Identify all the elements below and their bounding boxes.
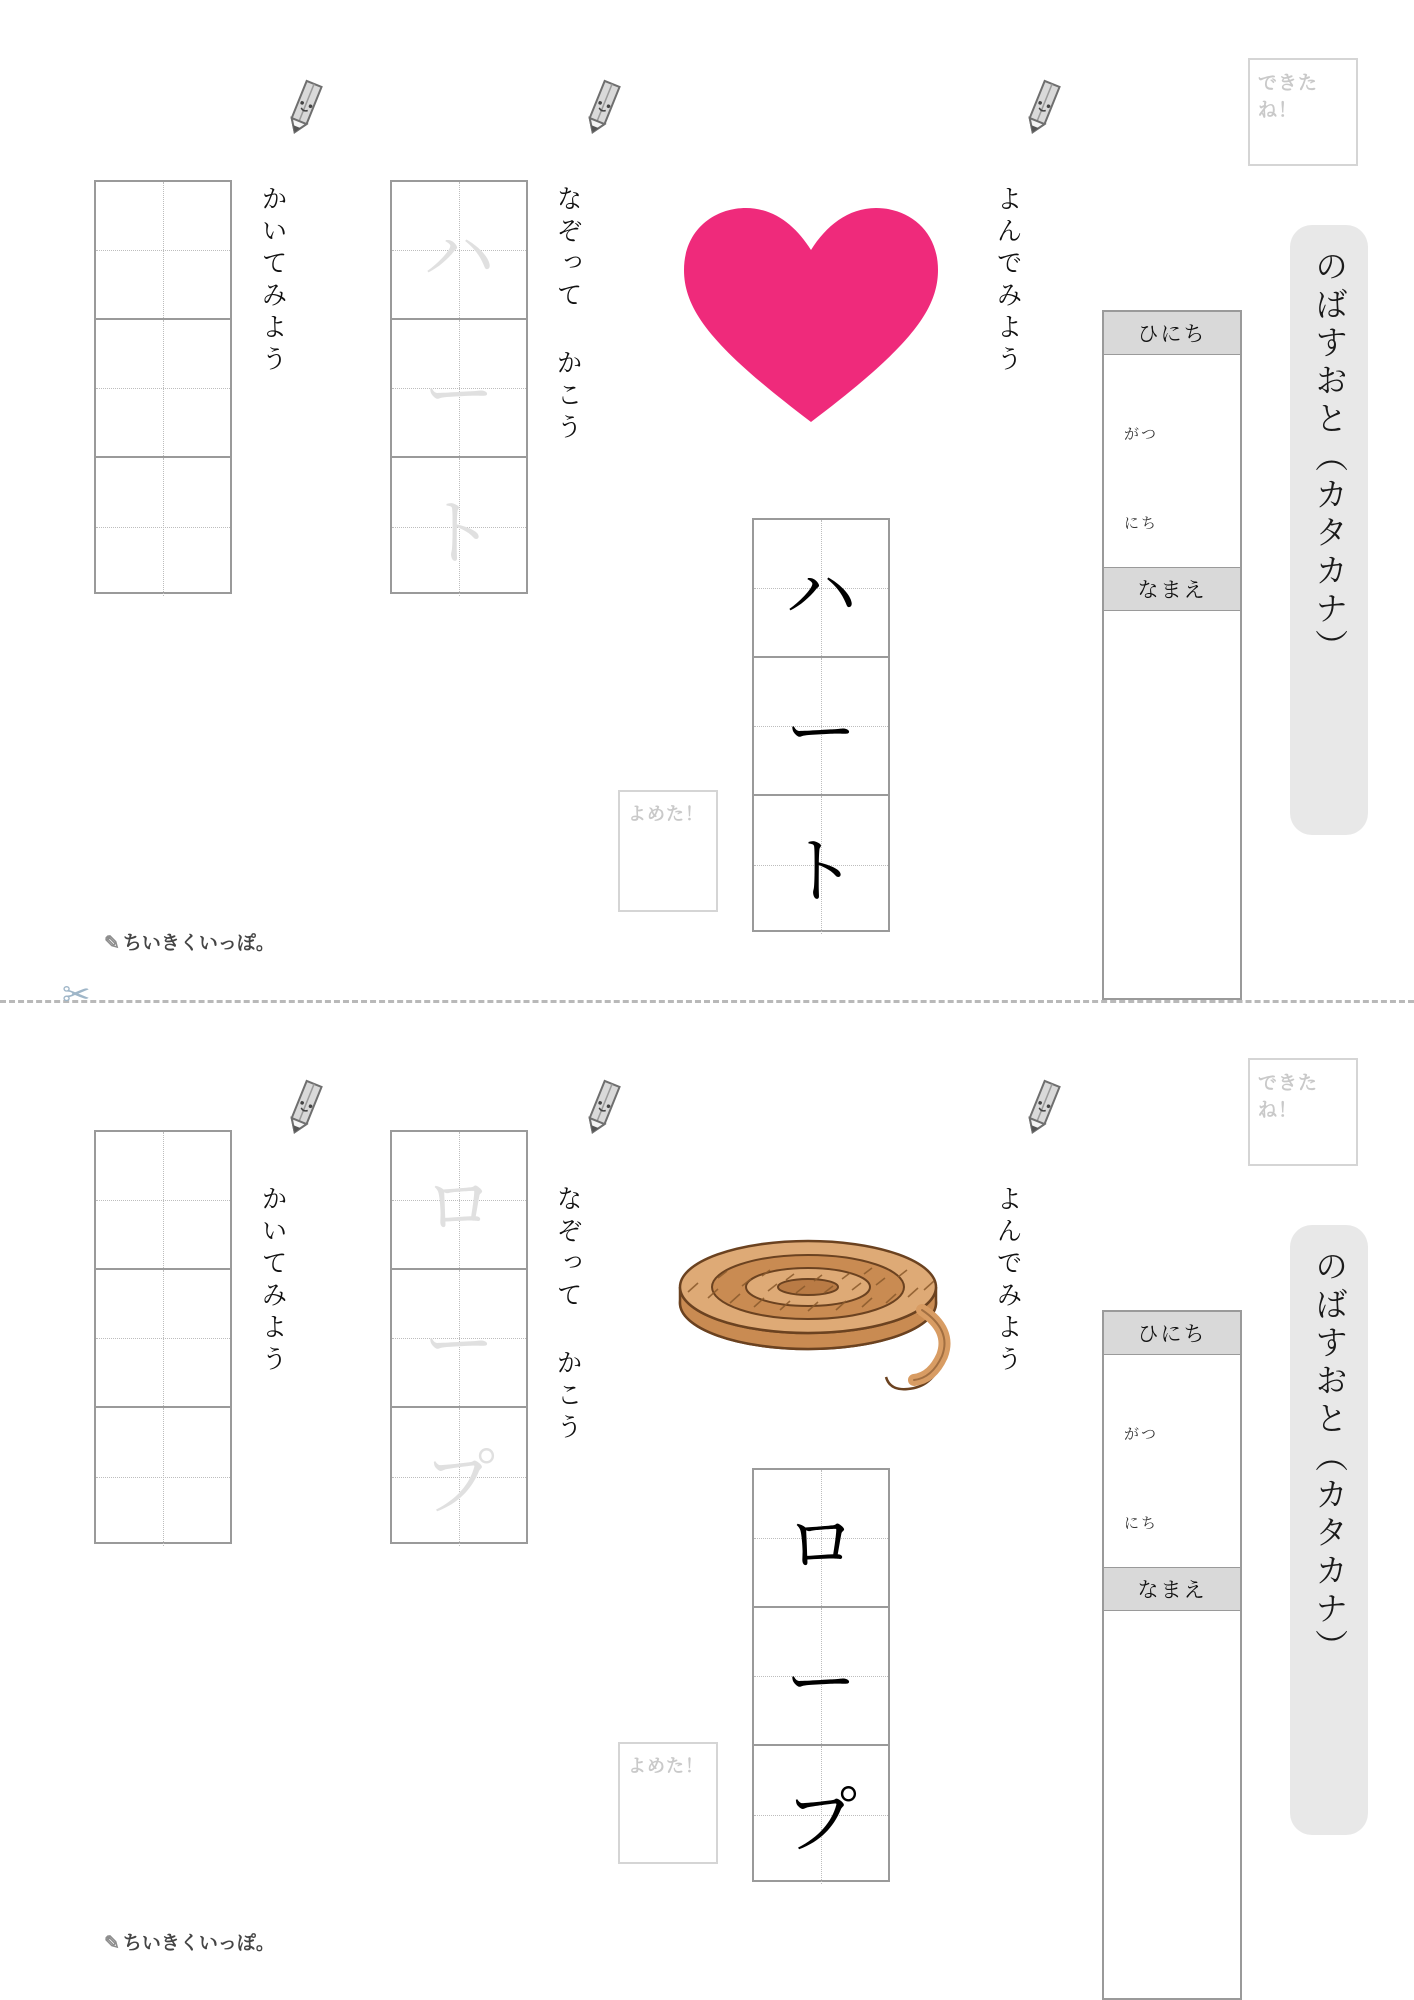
- worksheet-sheet-rope: [0, 1000, 1414, 2000]
- write-grid[interactable]: [94, 180, 232, 594]
- trace-char: ロ: [422, 1167, 495, 1247]
- word-display-grid: [752, 518, 890, 932]
- brand-text: ちいきくいっぽ。: [122, 1933, 275, 1954]
- write-grid[interactable]: [94, 1130, 232, 1544]
- word-char: ロ: [784, 1505, 857, 1585]
- word-char: ー: [784, 1643, 857, 1723]
- name-header: なまえ: [1104, 1567, 1240, 1611]
- pencil-icon: [1020, 78, 1064, 140]
- trace-char: ー: [422, 1305, 495, 1385]
- page-title: のばすおと（カタカナ）: [1311, 1249, 1349, 1667]
- label-read: よんでみよう: [993, 1185, 1024, 1377]
- pencil-small-icon: ✎: [104, 1933, 120, 1954]
- trace-grid[interactable]: [390, 1130, 528, 1544]
- trace-grid[interactable]: [390, 180, 528, 594]
- day-label: にち: [1124, 1515, 1159, 1532]
- status-badge-done: できたね！: [1248, 58, 1358, 166]
- word-char: プ: [784, 1782, 857, 1862]
- pencil-icon: [282, 78, 326, 140]
- date-header: ひにち: [1104, 1312, 1240, 1355]
- pencil-icon: [282, 1078, 326, 1140]
- page-title-card: [1290, 1225, 1368, 1835]
- word-char: ト: [784, 832, 857, 912]
- word-display-grid: [752, 1468, 890, 1882]
- page-title-card: [1290, 225, 1368, 835]
- trace-char: ハ: [422, 217, 495, 297]
- label-trace: なぞって かこう: [553, 185, 584, 445]
- trace-char: ト: [422, 494, 495, 574]
- scissors-icon: ✂: [62, 976, 91, 1014]
- label-trace: なぞって かこう: [553, 1185, 584, 1445]
- label-read: よんでみよう: [993, 185, 1024, 377]
- pencil-icon: [580, 1078, 624, 1140]
- month-label: がつ: [1124, 1426, 1159, 1443]
- day-label: にち: [1124, 515, 1159, 532]
- trace-char: プ: [422, 1444, 495, 1524]
- pencil-small-icon: ✎: [104, 933, 120, 954]
- name-header: なまえ: [1104, 567, 1240, 611]
- word-char: ー: [784, 693, 857, 773]
- month-label: がつ: [1124, 426, 1159, 443]
- word-char: ハ: [784, 555, 857, 635]
- pencil-icon: [580, 78, 624, 140]
- status-badge-done: できたね！: [1248, 1058, 1358, 1166]
- name-date-box[interactable]: [1102, 1310, 1242, 2000]
- page-title: のばすおと（カタカナ）: [1311, 249, 1349, 667]
- date-header: ひにち: [1104, 312, 1240, 355]
- brand-text: ちいきくいっぽ。: [122, 933, 275, 954]
- name-date-box[interactable]: [1102, 310, 1242, 1000]
- status-badge-read: よめた！: [618, 790, 718, 912]
- brand-footer: [104, 1928, 275, 1955]
- status-badge-read: よめた！: [618, 1742, 718, 1864]
- label-write: かいてみよう: [258, 185, 289, 377]
- brand-footer: [104, 928, 275, 955]
- rope-icon: [668, 1218, 968, 1413]
- pencil-icon: [1020, 1078, 1064, 1140]
- trace-char: ー: [422, 355, 495, 435]
- label-write: かいてみよう: [258, 1185, 289, 1377]
- heart-icon: [676, 200, 946, 435]
